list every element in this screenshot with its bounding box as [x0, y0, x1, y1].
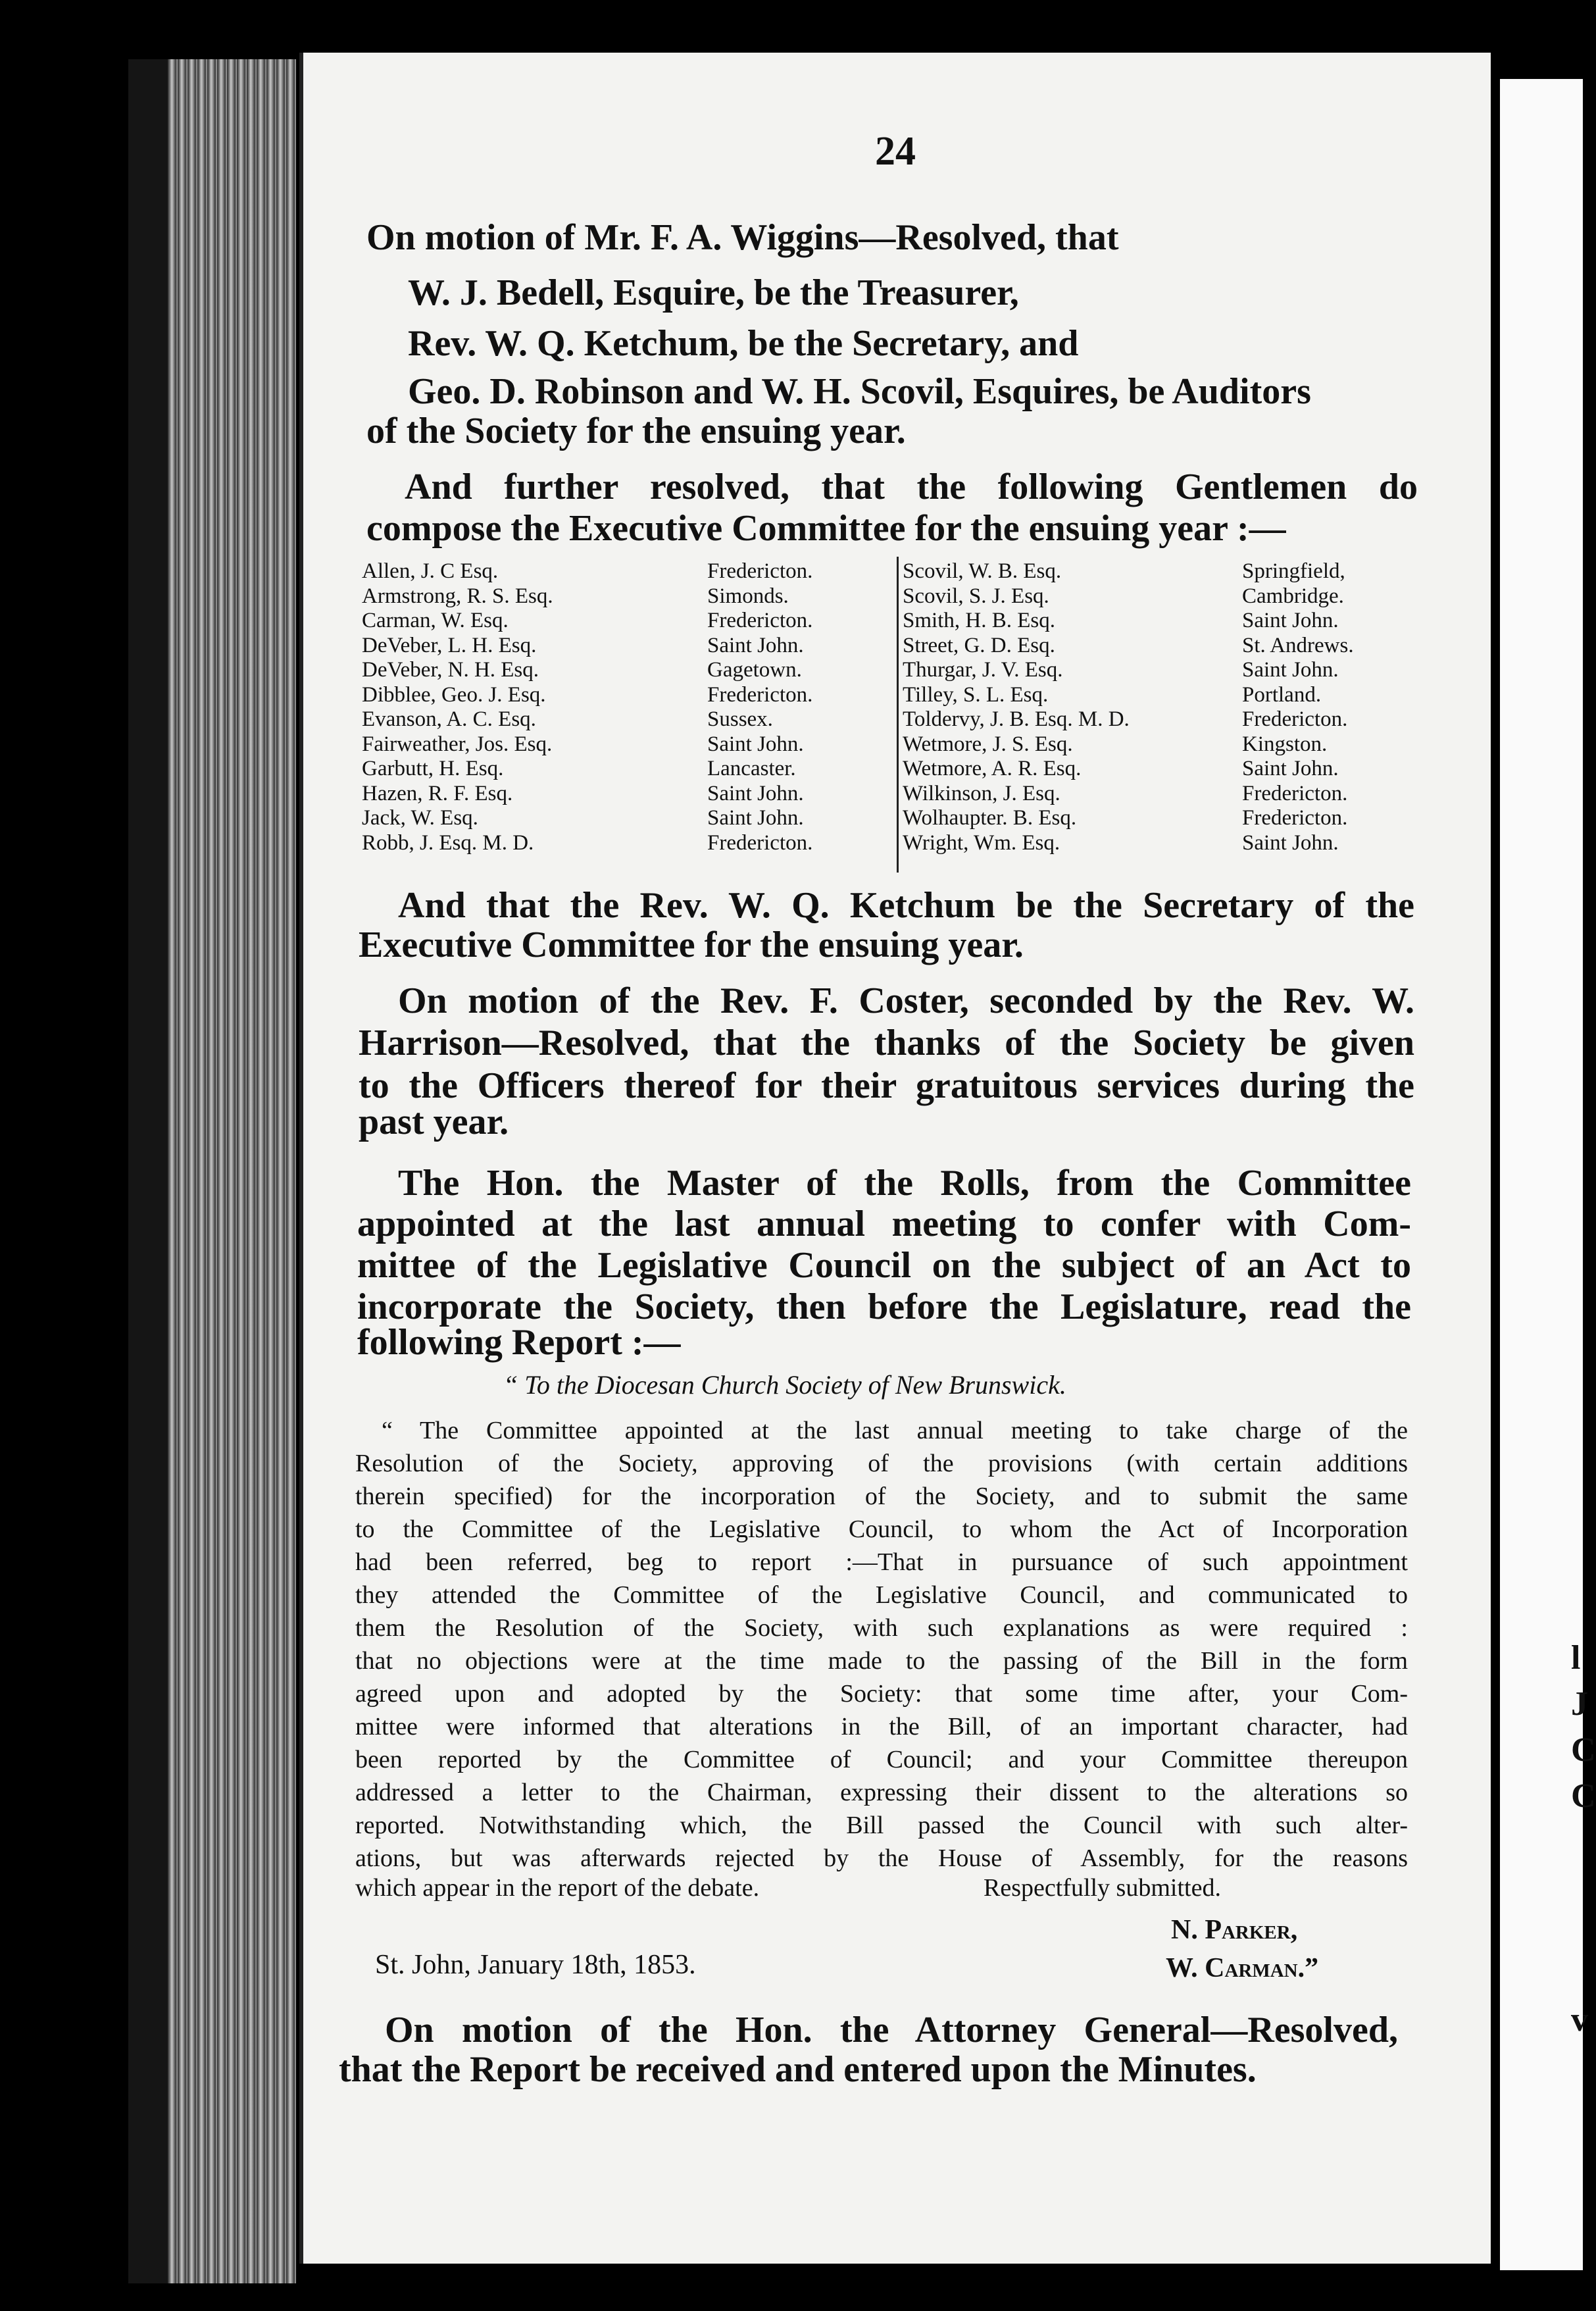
committee-member-name: Armstrong, R. S. Esq.: [362, 584, 553, 608]
committee-member-place: Fredericton.: [1242, 781, 1348, 805]
committee-member-place: Fredericton.: [1242, 806, 1348, 830]
thanks-line: Harrison—Resolved, that the thanks of the Society be given: [359, 1023, 1414, 1063]
committee-member-name: Scovil, W. B. Esq.: [903, 559, 1062, 583]
committee-member-place: Gagetown.: [707, 658, 802, 682]
adjacent-page-glyph: C: [1571, 1777, 1596, 1815]
committee-member-name: Jack, W. Esq.: [362, 806, 478, 830]
committee-member-name: Toldervy, J. B. Esq. M. D.: [903, 707, 1130, 731]
committee-member-name: Wright, Wm. Esq.: [903, 830, 1060, 855]
committee-member-place: Saint John.: [707, 781, 804, 805]
committee-member-place: Fredericton.: [707, 830, 813, 855]
committee-member-place: Saint John.: [1242, 757, 1339, 780]
report-line: mittee were informed that alterations in the Bill, of an important character, had: [355, 1713, 1408, 1740]
committee-member-place: Fredericton.: [1242, 707, 1348, 731]
committee-member-place: Saint John.: [707, 806, 804, 830]
rolls-line: appointed at the last annual meeting to confer with Com-: [357, 1204, 1411, 1244]
secretary-line: Executive Committee for the ensuing year.: [359, 925, 1024, 965]
committee-member-place: Fredericton.: [707, 559, 813, 583]
committee-member-place: Springfield,: [1242, 559, 1345, 583]
motion1-line: of the Society for the ensuing year.: [366, 411, 906, 451]
motion1-line: Rev. W. Q. Ketchum, be the Secretary, and: [408, 323, 1079, 364]
committee-member-name: Scovil, S. J. Esq.: [903, 584, 1049, 608]
adjacent-page-glyph: J: [1571, 1685, 1588, 1723]
committee-member-place: Lancaster.: [707, 757, 796, 780]
report-line: that no objections were at the time made to the passing of the Bill in the form: [355, 1647, 1408, 1675]
report-line: “ The Committee appointed at the last annual meeting to take charge of the: [382, 1417, 1408, 1444]
committee-member-place: Cambridge.: [1242, 584, 1344, 608]
secretary-line: And that the Rev. W. Q. Ketchum be the Secretary of the: [398, 885, 1414, 926]
committee-member-name: Garbutt, H. Esq.: [362, 757, 504, 780]
committee-member-place: Saint John.: [1242, 658, 1339, 682]
attorney-line: that the Report be received and entered upon the Minutes.: [339, 2049, 1257, 2090]
adjacent-page: [1500, 79, 1583, 2270]
committee-right-names: [903, 559, 1130, 855]
committee-member-place: Saint John.: [707, 633, 804, 657]
attorney-line: On motion of the Hon. the Attorney General—Resolved,: [385, 2010, 1398, 2050]
committee-member-place: Saint John.: [1242, 609, 1339, 632]
report-place-date: St. John, January 18th, 1853.: [375, 1950, 696, 1980]
report-line: agreed upon and adopted by the Society: that some time after, your Com-: [355, 1680, 1408, 1708]
committee-member-name: Evanson, A. C. Esq.: [362, 707, 536, 731]
motion1-line: Geo. D. Robinson and W. H. Scovil, Esquires, be Auditors: [408, 371, 1311, 412]
committee-member-name: Robb, J. Esq. M. D.: [362, 830, 534, 855]
rolls-line: incorporate the Society, then before the Legislature, read the: [357, 1286, 1411, 1327]
committee-member-name: Wetmore, J. S. Esq.: [903, 732, 1073, 756]
committee-member-place: Kingston.: [1242, 732, 1328, 756]
motion1-line: On motion of Mr. F. A. Wiggins—Resolved, that: [366, 217, 1119, 258]
rolls-line: mittee of the Legislative Council on the subject of an Act to: [357, 1245, 1411, 1286]
rolls-line: The Hon. the Master of the Rolls, from the Committee: [398, 1163, 1411, 1204]
report-salutation: “ To the Diocesan Church Society of New Brunswick.: [503, 1370, 1066, 1400]
committee-member-name: DeVeber, L. H. Esq.: [362, 633, 537, 657]
adjacent-page-glyph: v: [1571, 2001, 1588, 2039]
motion1-line: W. J. Bedell, Esquire, be the Treasurer,: [408, 272, 1019, 313]
committee-member-name: Fairweather, Jos. Esq.: [362, 732, 553, 756]
committee-member-place: Simonds.: [707, 584, 789, 608]
committee-member-place: Saint John.: [1242, 830, 1339, 855]
committee-member-name: Wilkinson, J. Esq.: [903, 781, 1060, 805]
report-line: been reported by the Committee of Council; and your Committee thereupon: [355, 1746, 1408, 1773]
committee-member-place: St. Andrews.: [1242, 633, 1354, 657]
table-column-divider: [897, 557, 899, 873]
committee-left-names: [362, 559, 553, 855]
further-line: compose the Executive Committee for the ensuing year :—: [366, 508, 1286, 549]
committee-member-place: Sussex.: [707, 707, 773, 731]
report-line: Resolution of the Society, approving of the provisions (with certain additions: [355, 1450, 1408, 1477]
committee-left-places: [707, 559, 812, 855]
book-spine-shadow: [128, 59, 168, 2283]
adjacent-page-glyph: C: [1571, 1731, 1596, 1769]
committee-member-name: Street, G. D. Esq.: [903, 633, 1055, 657]
adjacent-page-glyph: l: [1571, 1639, 1581, 1677]
report-line: they attended the Committee of the Legislative Council, and communicated to: [355, 1581, 1408, 1609]
committee-member-name: DeVeber, N. H. Esq.: [362, 658, 539, 682]
committee-member-place: Saint John.: [707, 732, 804, 756]
further-line: And further resolved, that the following Gentlemen do: [405, 467, 1418, 507]
report-line: had been referred, beg to report :—That in pursuance of such appointment: [355, 1548, 1408, 1576]
page-number: 24: [875, 129, 916, 174]
committee-member-name: Hazen, R. F. Esq.: [362, 781, 513, 805]
report-line: therein specified) for the incorporation of the Society, and to submit the same: [355, 1483, 1408, 1510]
report-signer: W. Carman.”: [1166, 1953, 1319, 1983]
report-line: addressed a letter to the Chairman, expressing their dissent to the alterations so: [355, 1779, 1408, 1806]
committee-member-name: Thurgar, J. V. Esq.: [903, 658, 1063, 682]
report-line: which appear in the report of the debate.: [355, 1874, 760, 1902]
rolls-line: following Report :—: [357, 1322, 681, 1363]
report-line: ations, but was afterwards rejected by the House of Assembly, for the reasons: [355, 1844, 1408, 1872]
committee-member-name: Wetmore, A. R. Esq.: [903, 757, 1082, 780]
committee-member-name: Allen, J. C Esq.: [362, 559, 499, 583]
committee-right-places: [1242, 559, 1354, 855]
report-line: reported. Notwithstanding which, the Bill passed the Council with such alter-: [355, 1812, 1408, 1839]
committee-member-place: Fredericton.: [707, 682, 813, 707]
thanks-line: On motion of the Rev. F. Coster, seconded by the Rev. W.: [398, 980, 1414, 1021]
committee-member-name: Carman, W. Esq.: [362, 609, 509, 632]
committee-member-place: Fredericton.: [707, 609, 813, 632]
committee-member-place: Portland.: [1242, 682, 1322, 707]
thanks-line: to the Officers thereof for their gratuitous services during the: [359, 1065, 1414, 1106]
report-line: to the Committee of the Legislative Council, to whom the Act of Incorporation: [355, 1515, 1408, 1543]
committee-member-name: Smith, H. B. Esq.: [903, 609, 1055, 632]
report-closing: Respectfully submitted.: [984, 1874, 1221, 1902]
report-line: them the Resolution of the Society, with such explanations as were required :: [355, 1614, 1408, 1642]
committee-member-name: Dibblee, Geo. J. Esq.: [362, 682, 546, 707]
report-signer: N. Parker,: [1171, 1915, 1298, 1945]
committee-member-name: Tilley, S. L. Esq.: [903, 682, 1049, 707]
thanks-line: past year.: [359, 1102, 509, 1142]
committee-member-name: Wolhaupter. B. Esq.: [903, 806, 1077, 830]
